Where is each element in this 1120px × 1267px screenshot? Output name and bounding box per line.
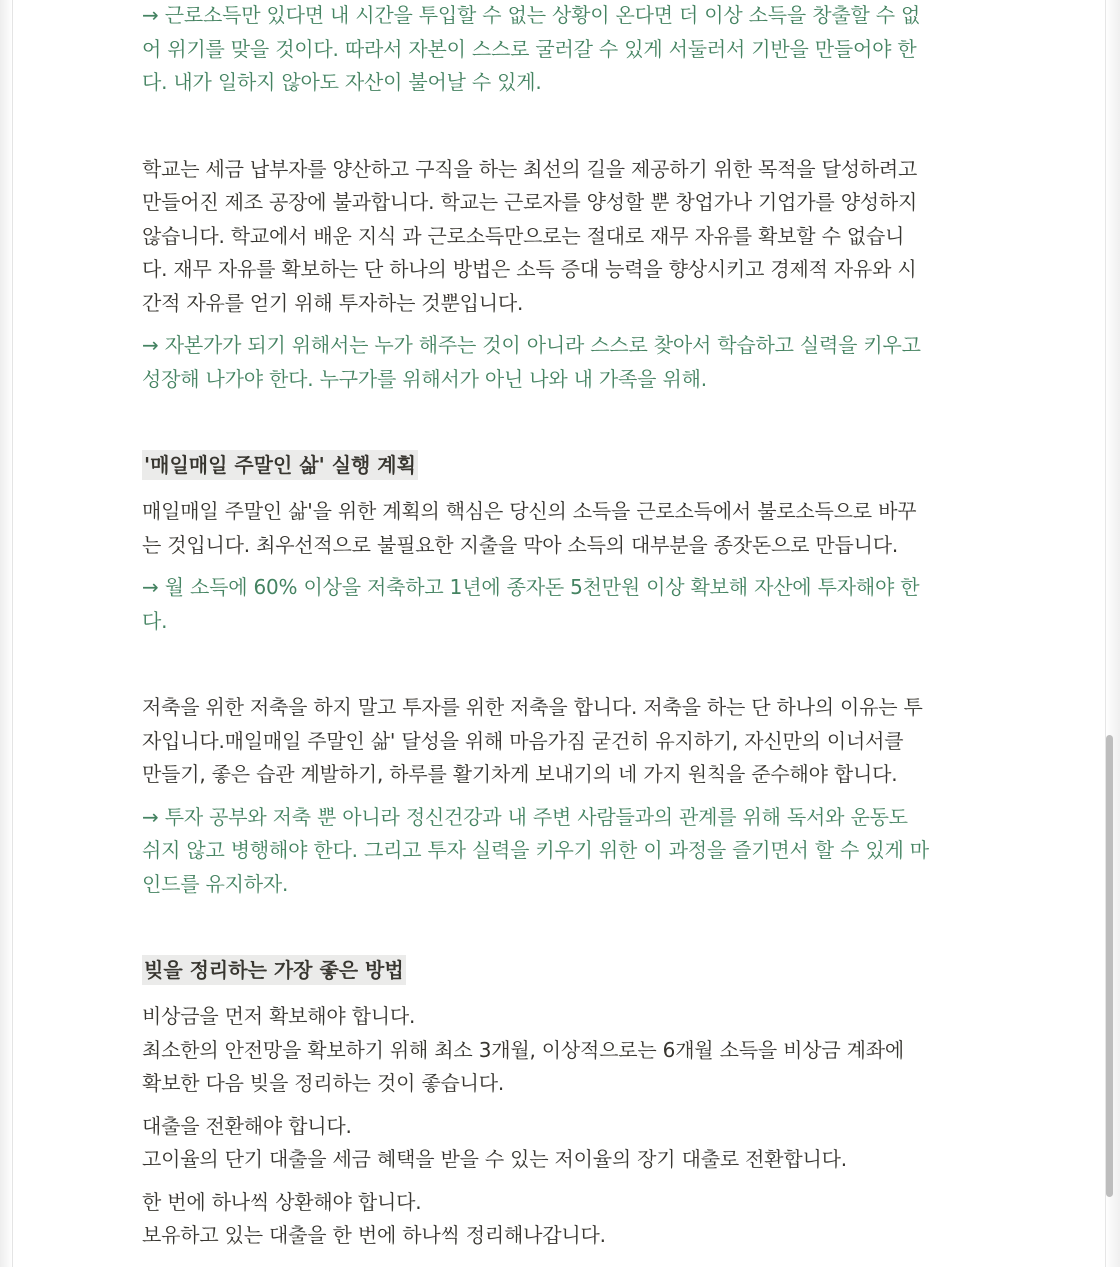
document-body bbox=[142, 0, 987, 1253]
paragraph-weekend-plan: 매일매일 주말인 삶'을 위한 계획의 핵심은 당신의 소득을 근로소득에서 불로소득으로 바꾸 는 것입니다. 최우선적으로 불필요한 지출을 막아 소득의 대부분을 종잣돈으로 만듭니다. bbox=[142, 499, 917, 557]
vertical-scrollbar-thumb[interactable] bbox=[1106, 735, 1113, 1197]
note-become-capitalist: → 자본가가 되기 위해서는 누가 해주는 것이 아니라 스스로 찾아서 학습하고 실력을 키우고 성장해 나가야 한다. 누구가를 위해서가 아닌 나와 내 가족을 위해. bbox=[142, 333, 921, 391]
paragraph-convert-loan: 대출을 전환해야 합니다. 고이율의 단기 대출을 세금 혜택을 받을 수 있는 저이율의 장기 대출로 전환합니다. bbox=[142, 1113, 847, 1171]
note-study-and-health: → 투자 공부와 저축 뿐 아니라 정신건강과 내 주변 사람들과의 관계를 위해 독서와 운동도 쉬지 않고 병행해야 한다. 그리고 투자 실력을 키우기 위한 이 과정을 즐기면서 할 수 있게 마 인드를 유지하자. bbox=[142, 804, 929, 896]
paragraph-saving-for-investing: 저축을 위한 저축을 하지 말고 투자를 위한 저축을 합니다. 저축을 하는 단 하나의 이유는 투 자입니다.매일매일 주말인 삶' 달성을 위해 마음가짐 굳건히 유지하기, 자신만의 이너서클 만들기, 좋은 습관 계발하기, 하루를 활기차게 보내기의 네 가지 원칙을 준수해야 합니다. bbox=[142, 695, 923, 786]
heading-row-debt bbox=[142, 955, 987, 985]
paragraph-emergency-fund: 비상금을 먼저 확보해야 합니다. 최소한의 안전망을 확보하기 위해 최소 3개월, 이상적으로는 6개월 소득을 비상금 계좌에 확보한 다음 빚을 정리하는 것이 좋습니다. bbox=[142, 1004, 904, 1095]
paragraph-repay-one-by-one: 한 번에 하나씩 상환해야 합니다. 보유하고 있는 대출을 한 번에 하나씩 정리해나갑니다. bbox=[142, 1189, 606, 1247]
heading-debt-method: 빚을 정리하는 가장 좋은 방법 bbox=[142, 955, 406, 985]
note-savings-goal: → 월 소득에 60% 이상을 저축하고 1년에 종자돈 5천만원 이상 확보해 자산에 투자해야 한 다. bbox=[142, 575, 920, 633]
paragraph-school-factory: 학교는 세금 납부자를 양산하고 구직을 하는 최선의 길을 제공하기 위한 목적을 달성하려고 만들어진 제조 공장에 불과합니다. 학교는 근로자를 양성할 뿐 창업가나 기업가를 양성하지 않습니다. 학교에서 배운 지식 과 근로소득만으로는 절대로 재무 자유를 확보할 수 없습니 다. 재무 자유를 확보하는 단 하나의 방법은 소득 증대 능력을 향상시키고 경제적 자유와 시 간적 자유를 얻기 위해 투자하는 것뿐입니다. bbox=[142, 156, 918, 315]
window-left-edge bbox=[0, 0, 13, 1267]
heading-weekend-plan: '매일매일 주말인 삶' 실행 계획 bbox=[142, 450, 418, 480]
heading-row-weekend-plan bbox=[142, 450, 987, 480]
note-capital-self-running: → 근로소득만 있다면 내 시간을 투입할 수 없는 상황이 온다면 더 이상 소득을 창출할 수 없 어 위기를 맞을 것이다. 따라서 자본이 스스로 굴러갈 수 있게 서둘러서 기반을 만들어야 한 다. 내가 일하지 않아도 자산이 불어날 수 있게. bbox=[142, 3, 921, 94]
